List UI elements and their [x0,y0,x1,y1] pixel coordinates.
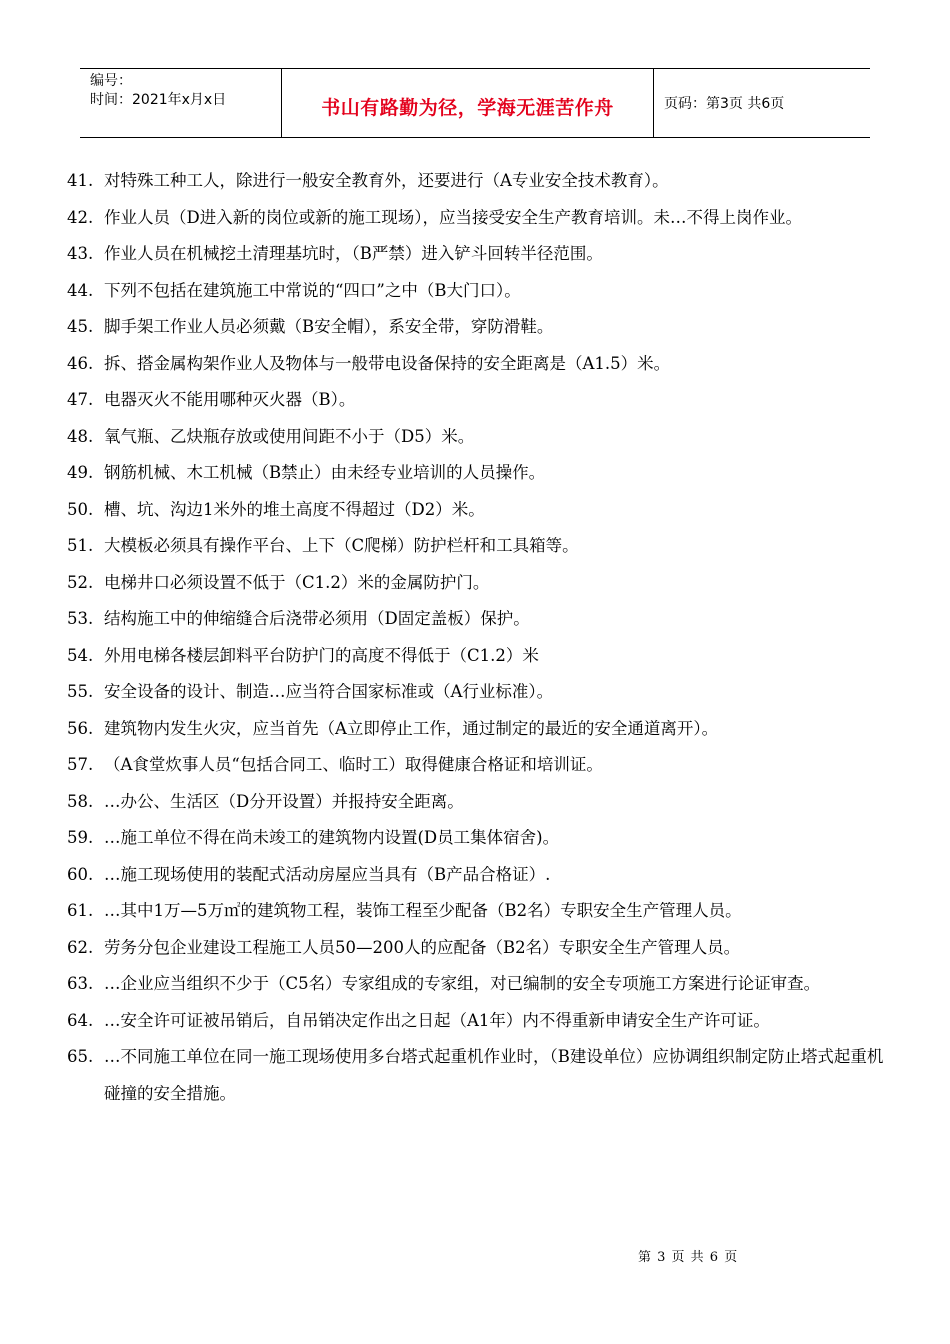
header-motto: 书山有路勤为径，学海无涯苦作舟 [321,96,614,119]
question-number: 61. [67,901,94,920]
question-number: 47. [67,390,94,409]
question-number: 51. [67,536,94,555]
question-text: 电器灭火不能用哪种灭火器（B）。 [104,390,356,409]
question-item [67,528,885,565]
header-meta-cell [80,69,282,137]
question-item [67,346,885,383]
question-number: 60. [67,864,94,884]
question-item [67,711,885,748]
question-item [67,565,885,602]
question-text: …其中1万—5万㎡的建筑物工程，装饰工程至少配备（B2名）专职安全生产管理人员。 [104,901,742,920]
question-text: …不同施工单位在同一施工现场使用多台塔式起重机作业时，（B建设单位）应协调组织制定防止塔式起重机碰撞的安全措施。 [104,1047,884,1103]
question-text: 氧气瓶、乙炔瓶存放或使用间距不小于（D5）米。 [104,426,475,446]
question-number: 43. [67,244,94,263]
question-item [67,601,885,638]
question-item [67,163,885,200]
question-text: 劳务分包企业建设工程施工人员50—200人的应配备（B2名）专职安全生产管理人员。 [104,937,741,957]
question-item [67,784,885,821]
question-text: 电梯井口必须设置不低于（C1.2）米的金属防护门。 [104,572,490,592]
question-number: 54. [67,645,94,665]
header-page-code: 页码：第3页 共6页 [664,96,785,112]
question-item [67,382,885,419]
question-number: 64. [67,1010,94,1030]
question-item [67,1003,885,1040]
question-text: 对特殊工种工人，除进行一般安全教育外，还要进行（A专业安全技术教育）。 [104,171,669,190]
question-text: 安全设备的设计、制造…应当符合国家标准或（A行业标准）。 [104,682,554,701]
question-number: 65. [67,1047,94,1066]
question-number: 50. [67,499,94,519]
question-text: 钢筋机械、木工机械（B禁止）由未经专业培训的人员操作。 [104,463,546,482]
question-item [67,236,885,273]
question-text: （A食堂炊事人员“包括合同工、临时工）取得健康合格证和培训证。 [104,755,603,774]
question-text: 建筑物内发生火灾，应当首先（A立即停止工作，通过制定的最近的安全通道离开）。 [104,718,719,738]
question-number: 56. [67,718,94,738]
question-text: 作业人员（D进入新的岗位或新的施工现场），应当接受安全生产教育培训。未…不得上岗作业。 [104,207,802,227]
question-number: 55. [67,682,94,701]
question-number: 57. [67,755,94,774]
question-number: 42. [67,207,94,227]
question-text: …企业应当组织不少于（C5名）专家组成的专家组，对已编制的安全专项施工方案进行论证审查。 [104,974,821,993]
question-text: 槽、坑、沟边1米外的堆土高度不得超过（D2）米。 [104,499,485,519]
question-number: 59. [67,828,94,847]
question-number: 48. [67,426,94,446]
page-header [80,68,870,138]
header-page-cell [654,69,870,137]
question-item [67,674,885,711]
question-item [67,273,885,310]
question-item [67,492,885,529]
question-number: 63. [67,974,94,993]
question-number: 49. [67,463,94,482]
question-number: 45. [67,317,94,336]
question-text: 脚手架工作业人员必须戴（B安全帽），系安全带，穿防滑鞋。 [104,317,554,336]
question-item [67,966,885,1003]
question-number: 62. [67,937,94,957]
question-text: …施工单位不得在尚未竣工的建筑物内设置(D员工集体宿舍)。 [104,828,560,847]
question-text: 大模板必须具有操作平台、上下（C爬梯）防护栏杆和工具箱等。 [104,536,579,555]
question-text: 作业人员在机械挖土清理基坑时，（B严禁）进入铲斗回转半径范围。 [104,244,603,263]
question-item [67,857,885,894]
question-item [67,455,885,492]
question-item [67,309,885,346]
question-item [67,638,885,675]
question-item [67,820,885,857]
question-text: 下列不包括在建筑施工中常说的“四口”之中（B大门口）。 [104,280,521,300]
question-text: …办公、生活区（D分开设置）并报持安全距离。 [104,791,464,811]
question-text: …施工现场使用的装配式活动房屋应当具有（B产品合格证）. [104,864,551,884]
document-time-label: 时间：2021年x月x日 [90,92,227,108]
question-item [67,419,885,456]
question-number: 53. [67,609,94,628]
question-item [67,1039,885,1112]
question-text: …安全许可证被吊销后，自吊销决定作出之日起（A1年）内不得重新申请安全生产许可证。 [104,1010,770,1030]
document-number-label: 编号： [90,73,132,89]
question-text: 结构施工中的伸缩缝合后浇带必须用（D固定盖板）保护。 [104,609,530,628]
question-text: 外用电梯各楼层卸料平台防护门的高度不得低于（C1.2）米 [104,645,539,665]
question-number: 41. [67,171,94,190]
question-item [67,200,885,237]
page-footer: 第 3 页 共 6 页 [638,1250,738,1265]
question-number: 52. [67,572,94,592]
question-number: 58. [67,791,94,811]
question-number: 44. [67,280,94,300]
question-text: 拆、搭金属构架作业人及物体与一般带电设备保持的安全距离是（A1.5）米。 [104,353,671,373]
question-number: 46. [67,353,94,373]
question-item [67,893,885,930]
header-motto-cell [282,69,654,137]
question-item [67,930,885,967]
question-list [67,163,885,1112]
question-item [67,747,885,784]
